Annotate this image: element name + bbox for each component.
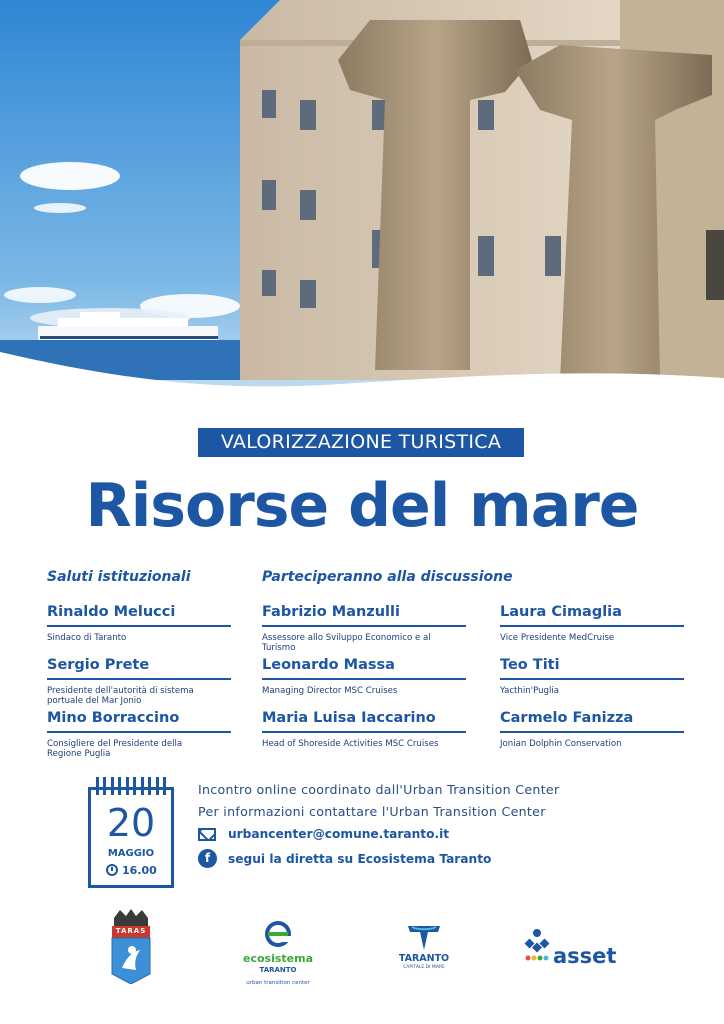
speaker-role: Vice Presidente MedCruise [500, 633, 615, 643]
speaker [47, 707, 231, 759]
ecosistema-tagline: urban transition center [246, 980, 310, 986]
speaker-name: Maria Luisa Iaccarino [262, 710, 436, 726]
speaker-role: Jonian Dolphin Conservation [500, 739, 622, 749]
speaker-role: Head of Shoreside Activities MSC Cruises [262, 739, 439, 749]
divider [47, 625, 231, 627]
divider [500, 678, 684, 680]
coordination-note: Incontro online coordinato dall'Urban Transition Center [198, 782, 560, 797]
taranto-logo-title: TARANTO [398, 953, 450, 964]
speaker-name: Rinaldo Melucci [47, 604, 176, 620]
divider [500, 625, 684, 627]
event-title: Risorse del mare [85, 471, 639, 541]
divider [262, 625, 466, 627]
ecosistema-taranto-logo [238, 920, 318, 990]
event-time-value: 16.00 [122, 863, 157, 877]
speaker [500, 707, 684, 749]
speaker-name: Leonardo Massa [262, 657, 395, 673]
taranto-crest-logo [110, 908, 152, 984]
speaker-name: Carmelo Fanizza [500, 710, 634, 726]
divider [47, 731, 231, 733]
ecosistema-title: ecosistema [242, 952, 313, 965]
speaker [500, 601, 684, 643]
speaker-role: Yacthin'Puglia [500, 686, 560, 696]
facebook-icon: f [198, 849, 217, 868]
clock-icon [106, 864, 118, 876]
facebook-contact[interactable] [198, 849, 491, 868]
taranto-logo-sub: CAPITALE DI MARE [403, 965, 445, 970]
speaker-role: Assessore allo Sviluppo Economico e al Turismo [262, 633, 431, 653]
speaker-role: Managing Director MSC Cruises [262, 686, 398, 696]
speaker-name: Fabrizio Manzulli [262, 604, 400, 620]
divider [262, 731, 466, 733]
event-time [106, 863, 157, 877]
calendar-date-badge [88, 777, 174, 889]
speaker [262, 654, 466, 696]
crest-label: TARAS [115, 927, 147, 935]
facebook-link[interactable]: segui la diretta su Ecosistema Taranto [228, 851, 492, 866]
discussion-heading: Parteciperanno alla discussione [262, 569, 513, 585]
email-contact[interactable] [198, 827, 449, 841]
divider [47, 678, 231, 680]
speaker-role: Consigliere del Presidente della Regione Puglia [47, 739, 183, 759]
speaker [500, 654, 684, 696]
speaker [47, 654, 231, 706]
event-category-tag: VALORIZZAZIONE TURISTICA [198, 428, 524, 457]
mail-icon [198, 828, 216, 841]
speaker-name: Laura Cimaglia [500, 604, 622, 620]
taranto-capitale-di-mare-logo [392, 924, 456, 974]
email-link[interactable]: urbancenter@comune.taranto.it [228, 827, 450, 841]
hero-photo [0, 0, 724, 400]
ecosistema-sub: TARANTO [259, 966, 297, 974]
asset-logo-title: asset [553, 944, 617, 968]
speaker-name: Teo Titi [500, 657, 560, 673]
speaker-role: Presidente dell'autorità di sistema portuale del Mar Jonio [47, 686, 194, 706]
asset-logo [522, 928, 616, 968]
event-month: MAGGIO [107, 848, 155, 859]
contact-note: Per informazioni contattare l'Urban Transition Center [198, 804, 546, 819]
speaker [262, 707, 466, 749]
event-day: 20 [106, 801, 156, 845]
speaker-name: Mino Borraccino [47, 710, 180, 726]
speaker [262, 601, 466, 653]
divider [500, 731, 684, 733]
speaker [47, 601, 231, 643]
speaker-name: Sergio Prete [47, 657, 150, 673]
institutional-greetings-heading: Saluti istituzionali [47, 569, 191, 585]
divider [262, 678, 466, 680]
speaker-role: Sindaco di Taranto [47, 633, 127, 643]
